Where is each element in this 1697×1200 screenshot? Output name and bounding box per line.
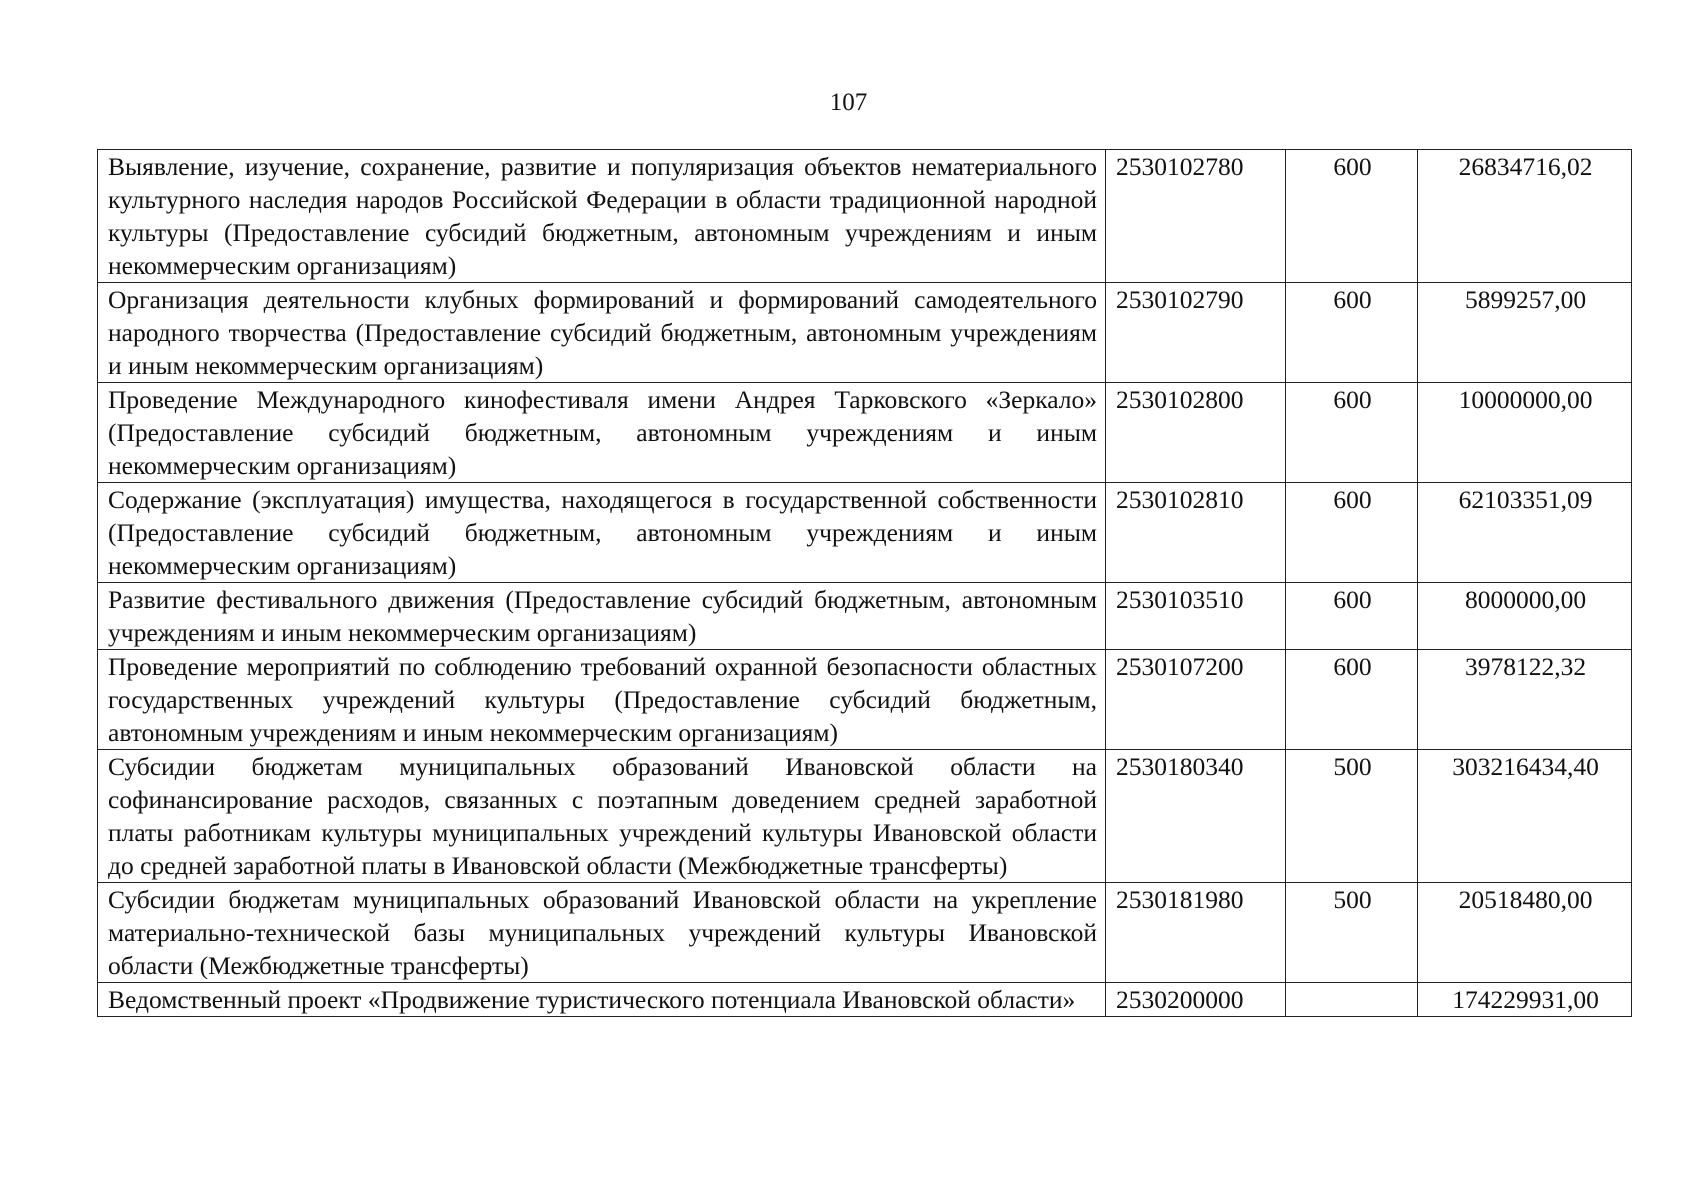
target-code-cell: 2530102800 (1106, 383, 1286, 483)
target-code-cell: 2530103510 (1106, 583, 1286, 650)
expense-type-cell: 600 (1286, 583, 1418, 650)
page-number: 107 (829, 89, 868, 116)
expense-name-cell: Содержание (эксплуатация) имущества, находящегося в государственной собственности (Предоставление субсидий бюджетным, автономным учреждениям и иным некоммерческим организациям) (98, 483, 1106, 583)
table-row (98, 983, 1632, 1017)
expense-type-cell: 600 (1286, 650, 1418, 750)
target-code-cell: 2530180340 (1106, 750, 1286, 883)
expense-type-cell (1286, 983, 1418, 1017)
expense-name-cell: Ведомственный проект «Продвижение туристического потенциала Ивановской области» (98, 983, 1106, 1017)
amount-cell: 20518480,00 (1418, 883, 1632, 983)
expense-name-cell: Выявление, изучение, сохранение, развитие и популяризация объектов нематериального культурного наследия народов Российской Федерации в области традиционной народной культуры (Предоставление субсидий бюджетным, автономным учреждениям и иным некоммерческим организациям) (98, 150, 1106, 283)
target-code-cell: 2530181980 (1106, 883, 1286, 983)
amount-cell: 8000000,00 (1418, 583, 1632, 650)
expense-name-cell: Развитие фестивального движения (Предоставление субсидий бюджетным, автономным учреждениям и иным некоммерческим организациям) (98, 583, 1106, 650)
expense-type-cell: 600 (1286, 483, 1418, 583)
amount-cell: 3978122,32 (1418, 650, 1632, 750)
budget-table (97, 149, 1632, 1017)
table-row (98, 583, 1632, 650)
target-code-cell: 2530102780 (1106, 150, 1286, 283)
amount-cell: 10000000,00 (1418, 383, 1632, 483)
target-code-cell: 2530102810 (1106, 483, 1286, 583)
target-code-cell: 2530200000 (1106, 983, 1286, 1017)
expense-type-cell: 600 (1286, 150, 1418, 283)
target-code-cell: 2530102790 (1106, 283, 1286, 383)
expense-name-cell: Организация деятельности клубных формирований и формирований самодеятельного народного творчества (Предоставление субсидий бюджетным, автономным учреждениям и иным некоммерческим организациям) (98, 283, 1106, 383)
expense-name-cell: Проведение Международного кинофестиваля имени Андрея Тарковского «Зеркало» (Предоставление субсидий бюджетным, автономным учреждениям и иным некоммерческим организациям) (98, 383, 1106, 483)
table-row (98, 150, 1632, 283)
table-row (98, 383, 1632, 483)
table-row (98, 283, 1632, 383)
expense-type-cell: 600 (1286, 383, 1418, 483)
target-code-cell: 2530107200 (1106, 650, 1286, 750)
expense-type-cell: 500 (1286, 750, 1418, 883)
table-row (98, 883, 1632, 983)
expense-name-cell: Субсидии бюджетам муниципальных образований Ивановской области на укрепление материально-технической базы муниципальных учреждений культуры Ивановской области (Межбюджетные трансферты) (98, 883, 1106, 983)
table-row (98, 650, 1632, 750)
expense-type-cell: 500 (1286, 883, 1418, 983)
amount-cell: 5899257,00 (1418, 283, 1632, 383)
expense-name-cell: Субсидии бюджетам муниципальных образований Ивановской области на софинансирование расходов, связанных с поэтапным доведением средней заработной платы работникам культуры муниципальных учреждений культуры Ивановской области до средней заработной платы в Ивановской области (Межбюджетные трансферты) (98, 750, 1106, 883)
amount-cell: 303216434,40 (1418, 750, 1632, 883)
amount-cell: 62103351,09 (1418, 483, 1632, 583)
expense-name-cell: Проведение мероприятий по соблюдению требований охранной безопасности областных государственных учреждений культуры (Предоставление субсидий бюджетным, автономным учреждениям и иным некоммерческим организациям) (98, 650, 1106, 750)
amount-cell: 174229931,00 (1418, 983, 1632, 1017)
amount-cell: 26834716,02 (1418, 150, 1632, 283)
expense-type-cell: 600 (1286, 283, 1418, 383)
table-row (98, 750, 1632, 883)
table-row (98, 483, 1632, 583)
